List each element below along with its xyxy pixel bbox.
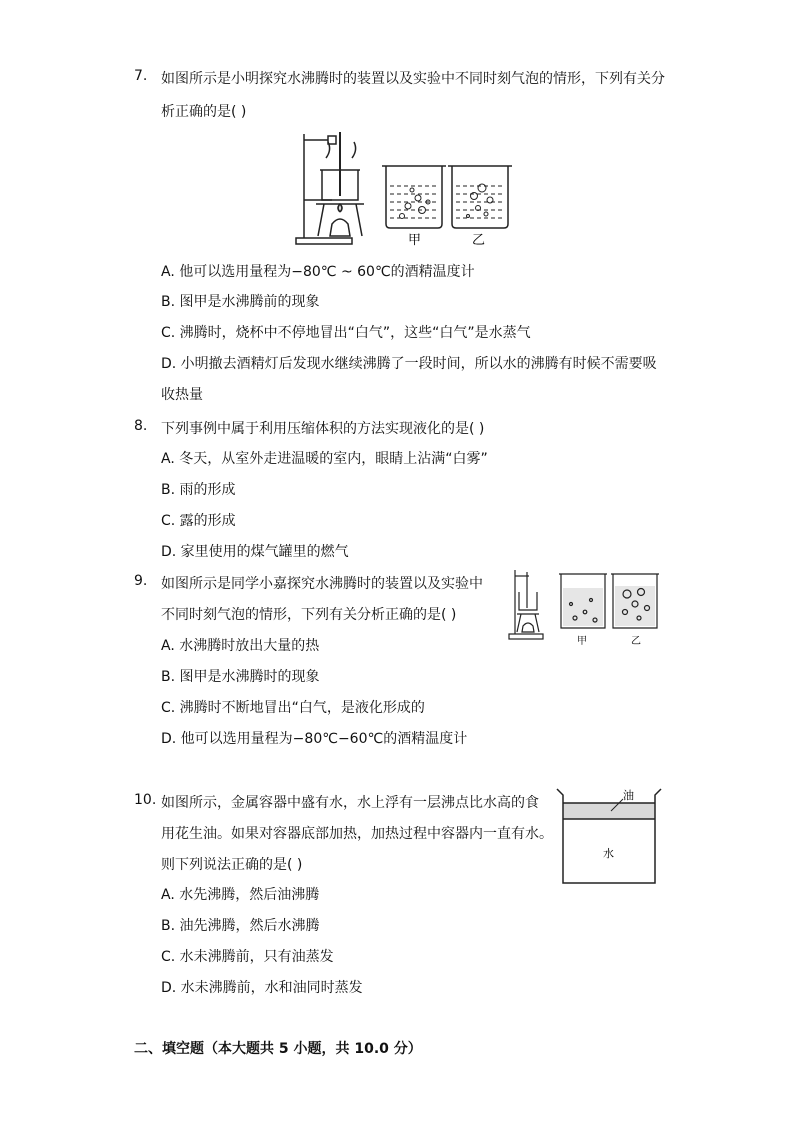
iron-stand (296, 132, 364, 244)
question-8-stem-line-1: 下列事例中属于利用压缩体积的方法实现液化的是( ) (161, 421, 485, 437)
question-9-option-b: B. 图甲是水沸腾时的现象 (161, 669, 320, 685)
oil-layer (563, 803, 655, 819)
section-title: 二、填空题（本大题共 5 小题，共 10.0 分） (134, 1041, 422, 1057)
beaker-jia-small-label: 甲 (577, 636, 587, 647)
question-10-option-a: A. 水先沸腾，然后油沸腾 (161, 887, 320, 903)
question-9-option-c: C. 沸腾时不断地冒出“白气，是液化形成的 (161, 700, 425, 716)
question-7-figure (292, 128, 528, 248)
question-9-stem-line-2: 不同时刻气泡的情形，下列有关分析正确的是( ) (161, 607, 457, 623)
question-7-option-c: C. 沸腾时，烧杯中不停地冒出“白气”，这些“白气”是水蒸气 (161, 325, 531, 341)
question-9-stem-line-1: 如图所示是同学小嘉探究水沸腾时的装置以及实验中 (161, 576, 483, 592)
beaker-jia-small (559, 574, 607, 628)
question-8-number: 8. (134, 418, 148, 434)
question-9-figure (505, 568, 665, 648)
question-7-option-d: D. 小明撤去酒精灯后发现水继续沸腾了一段时间，所以水的沸腾有时候不需要吸 (161, 356, 657, 372)
question-7-option-d-cont: 收热量 (161, 387, 203, 403)
question-9-number: 9. (134, 573, 148, 589)
question-10-figure (555, 785, 665, 889)
question-7-stem-line-2: 析正确的是( ) (161, 104, 247, 120)
question-9-option-d: D. 他可以选用量程为−80℃−60℃的酒精温度计 (161, 731, 468, 747)
question-10-option-c: C. 水未沸腾前，只有油蒸发 (161, 949, 334, 965)
question-8-option-a: A. 冬天，从室外走进温暖的室内，眼睛上沾满“白雾” (161, 451, 488, 467)
question-10-number: 10. (134, 792, 157, 808)
oil-label: 油 (623, 789, 634, 802)
question-7-number: 7. (134, 68, 148, 84)
question-7-option-b: B. 图甲是水沸腾前的现象 (161, 294, 320, 310)
question-8-option-c: C. 露的形成 (161, 513, 236, 529)
beaker-yi-small (611, 574, 659, 628)
beaker-jia-label: 甲 (408, 233, 422, 248)
question-10-stem-line-1: 如图所示，金属容器中盛有水，水上浮有一层沸点比水高的食 (161, 795, 539, 811)
water-label: 水 (603, 847, 614, 860)
beaker-jia (382, 166, 446, 228)
question-8-option-b: B. 雨的形成 (161, 482, 236, 498)
question-7-stem-line-1: 如图所示是小明探究水沸腾时的装置以及实验中不同时刻气泡的情形，下列有关分 (161, 71, 665, 87)
beaker-yi (448, 166, 512, 228)
beaker-yi-label: 乙 (472, 233, 486, 248)
question-7-option-a: A. 他可以选用量程为−80℃ ~ 60℃的酒精温度计 (161, 264, 475, 280)
question-9-option-a: A. 水沸腾时放出大量的热 (161, 638, 320, 654)
question-10-option-b: B. 油先沸腾，然后水沸腾 (161, 918, 320, 934)
iron-stand-small (509, 570, 543, 639)
beaker-yi-small-label: 乙 (631, 636, 641, 647)
question-10-stem-line-3: 则下列说法正确的是( ) (161, 857, 303, 873)
question-10-option-d: D. 水未沸腾前，水和油同时蒸发 (161, 980, 363, 996)
metal-container (557, 789, 661, 883)
question-8-option-d: D. 家里使用的煤气罐里的燃气 (161, 544, 349, 560)
question-10-stem-line-2: 用花生油。如果对容器底部加热，加热过程中容器内一直有水。 (161, 826, 553, 842)
